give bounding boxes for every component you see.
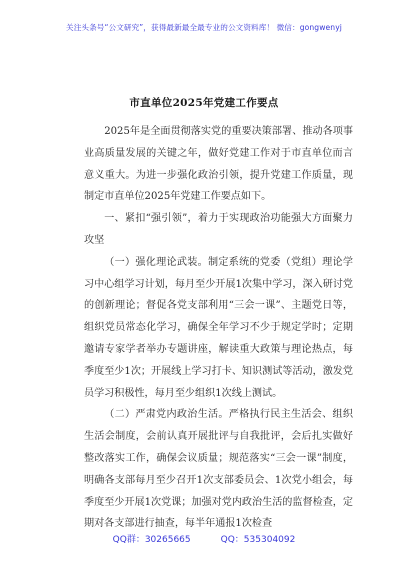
footer-qq-contact: QQ：535304092 — [220, 535, 296, 545]
paragraph-party-life: （二）严肃党内政治生活。严格执行民主生活会、组织生活会制度，会前认真开展批评与自我批评，会后扎实做好整改落实工作，确保会议质量；规范落实“三会一课”制度，明确各支部每月至少召开1次支部委员会、1次党小组会，每季度至少开展1次党课；加强对党内政治生活的监督检查，定期对各支部进行抽查，每半年通报1次检查 — [84, 409, 353, 530]
footer-qq-group: QQ群：30265665 — [112, 535, 191, 545]
intro-paragraph: 2025年是全面贯彻落实党的重要决策部署、推动各项事业高质量发展的关键之年，做好党建工作对于市直单位而言意义重大。为进一步强化政治引领，提升党建工作质量，现制定市直单位2025年党建工作要点如下。 — [84, 126, 353, 203]
paragraph-theory-study: （一）强化理论武装。制定系统的党委（党组）理论学习中心组学习计划，每月至少开展1次集中学习，深入研讨党的创新理论；督促各党支部利用“三会一课”、主题党日等，组织党员常态化学习，确保全年学习不少于规定学时；定期邀请专家学者举办专题讲座，解读重大政策与理论热点，每季度至少1次；开展线上学习打卡、知识测试等活动，激发党员学习积极性，每月至少组织1次线上测试。 — [84, 256, 353, 399]
document-body — [84, 121, 353, 535]
document-title: 市直单位2025年党建工作要点 — [129, 97, 279, 109]
header-banner: 关注头条号“公文研究”，获得最新最全最专业的公文资料库！ 微信：gongwenyj — [66, 23, 342, 32]
section-heading-1: 一、紧扣“强引领”，着力于实现政治功能强大方面聚力攻坚 — [84, 213, 353, 246]
footer-banner — [0, 532, 408, 545]
